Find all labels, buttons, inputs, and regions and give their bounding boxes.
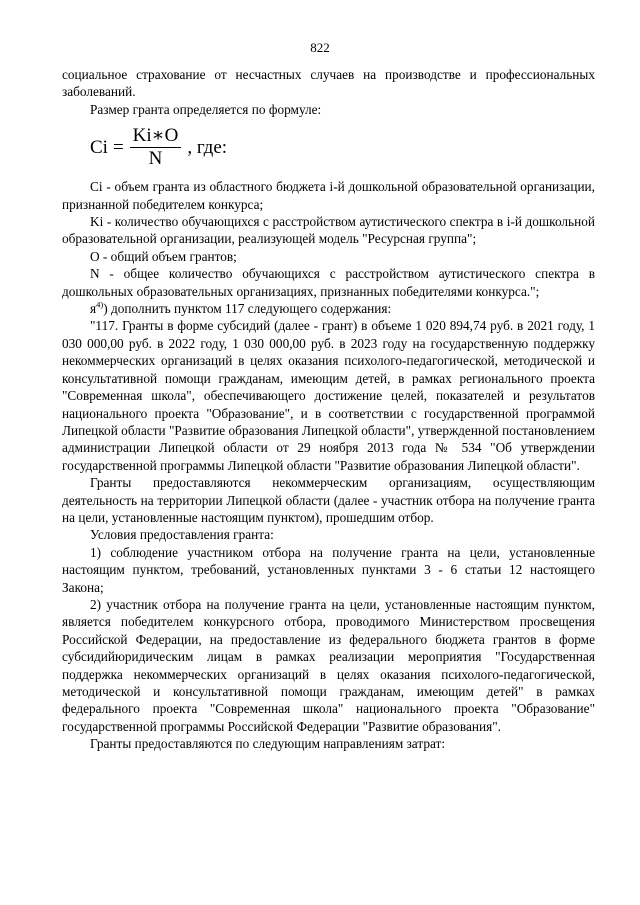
page-number: 822 xyxy=(310,40,330,55)
paragraph-conditions-heading: Условия предоставления гранта: xyxy=(90,527,274,543)
definition-ki: Ki - количество обучающихся с расстройством аутистического спектра в i-й дошкольной образовательной организации, реализующей модель "Ресурсная группа"; xyxy=(62,214,595,247)
paragraph-continuation: социальное страхование от несчастных случаев на производстве и профессиональных заболеваний. xyxy=(62,67,595,100)
amendment-text: ) дополнить пунктом 117 следующего содержания: xyxy=(103,301,392,317)
formula-denominator: N xyxy=(148,147,163,169)
formula-suffix: , где: xyxy=(187,136,228,158)
definition-o: O - общий объем грантов; xyxy=(90,248,237,264)
paragraph-117: "117. Гранты в форме субсидий (далее - грант) в объеме 1 020 894,74 руб. в 2021 году, 1 030 000,00 руб. в 2022 году, 1 030 000,00 руб. в 2023 году на государственную поддержку некоммерческих организаций в целях оказания психолого-педагогической, методической и консультативной помощи гражданам, имеющим детей, в рамках регионального проекта "Современная школа", обеспечивающего достижение целей, показателей и результатов национального проекта "Образование", и в соответствии с государственной программой Липецкой области "Развитие образования Липецкой области", утвержденной постановлением администрации Липецкой области от 29 ноября 2013 года № 534 "Об утверждении государственной программы Липецкой области "Развитие образования Липецкой области". xyxy=(62,318,595,473)
formula-numerator: Ki∗O xyxy=(130,125,182,148)
grant-formula xyxy=(90,123,595,171)
paragraph-formula-intro: Размер гранта определяется по формуле: xyxy=(90,101,322,117)
paragraph-directions: Гранты предоставляются по следующим направлениям затрат: xyxy=(90,736,446,752)
formula-equals: = xyxy=(112,136,124,158)
amendment-superscript: 4) xyxy=(96,299,104,310)
amendment-prefix: я xyxy=(90,301,97,317)
paragraph-recipients: Гранты предоставляются некоммерческим организациям, осуществляющим деятельность на территории Липецкой области (далее - участник отбора на получение гранта на цели, установленные настоящим пунктом), прошедшим отбор. xyxy=(62,475,595,525)
formula-fraction xyxy=(130,125,182,170)
formula-lhs: Ci xyxy=(90,136,108,158)
paragraph-condition-1: 1) соблюдение участником отбора на получение гранта на цели, установленные настоящим пунктом, требований, установленных пунктами 3 - 6 статьи 12 настоящего Закона; xyxy=(62,544,595,595)
document-body xyxy=(62,66,595,753)
definition-n: N - общее количество обучающихся с расстройством аутистического спектра в дошкольных образовательных организациях, признанных победителями конкурса."; xyxy=(62,266,595,299)
paragraph-condition-2: 2) участник отбора на получение гранта на цели, установленные настоящим пунктом, является победителем конкурсного отбора, проводимого Министерством просвещения Российской Федерации, на предоставление из федерального бюджета грантов в форме субсидийюридическим лицам в рамках реализации мероприятия "Государственная поддержка некоммерческих организаций в целях оказания психолого-педагогической, методической и консультативной помощи гражданам, имеющим детей" в рамках федерального проекта "Современная школа" национального проекта "Образование" государственной программы Российской Федерации "Развитие образования". xyxy=(62,596,595,734)
amendment-line xyxy=(62,300,595,317)
definition-ci: Ci - объем гранта из областного бюджета i-й дошкольной образовательной организации, признанной победителем конкурса; xyxy=(62,179,595,212)
